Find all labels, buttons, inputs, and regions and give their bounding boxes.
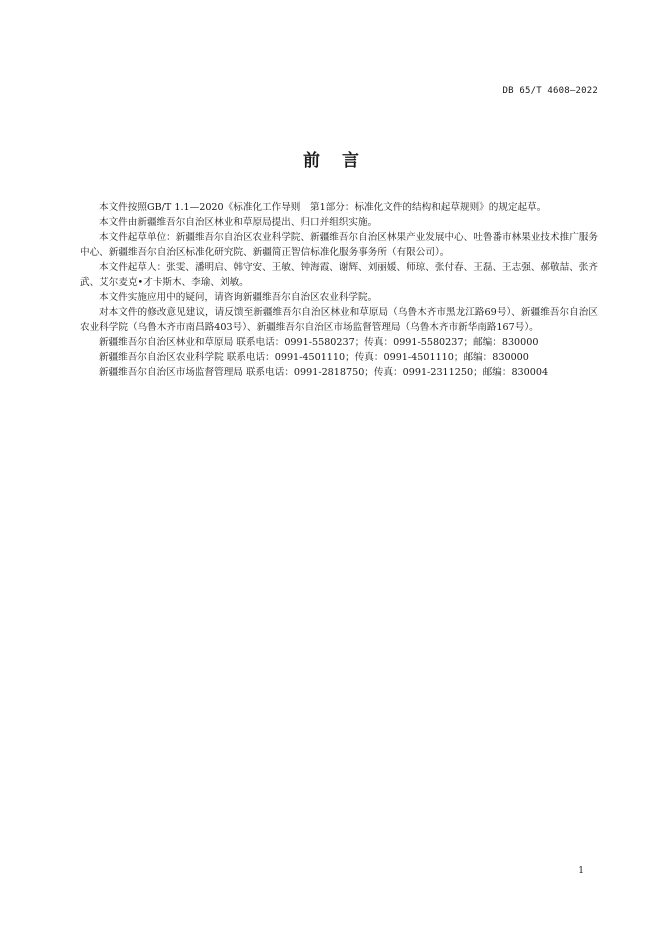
contact-line: 新疆维吾尔自治区市场监督管理局 联系电话：0991-2818750；传真：0991-2311250；邮编：830004 xyxy=(99,367,549,378)
paragraph-drafters: 本文件起草人：张雯、潘明启、韩守安、王敏、钟海霞、谢辉、刘丽媛、师琼、张付春、王磊、王志强、郝敬喆、张齐武、艾尔麦克•才卡斯木、李瑜、刘敏。 xyxy=(80,262,598,288)
document-code: DB 65/T 4608—2022 xyxy=(502,86,598,96)
paragraph-drafting-rules: 本文件按照GB/T 1.1—2020《标准化工作导则 第1部分：标准化文件的结构和起草规则》的规定起草。 xyxy=(99,202,547,213)
foreword-body xyxy=(80,200,598,380)
contact-line: 新疆维吾尔自治区农业科学院 联系电话：0991-4501110；传真：0991-4501110；邮编：830000 xyxy=(99,352,529,363)
paragraph-proposer: 本文件由新疆维吾尔自治区林业和草原局提出、归口并组织实施。 xyxy=(99,217,378,228)
page-number: 1 xyxy=(578,866,584,876)
paragraph-feedback: 对本文件的修改意见建议，请反馈至新疆维吾尔自治区林业和草原局（乌鲁木齐市黑龙江路69号）、新疆维吾尔自治区农业科学院（乌鲁木齐市南昌路403号）、新疆维吾尔自治区市场监督管理局（乌鲁木齐市新华南路167号）。 xyxy=(80,307,598,333)
contact-line: 新疆维吾尔自治区林业和草原局 联系电话：0991-5580237；传真：0991-5580237；邮编：830000 xyxy=(99,337,539,348)
paragraph-drafting-units: 本文件起草单位：新疆维吾尔自治区农业科学院、新疆维吾尔自治区林果产业发展中心、吐鲁番市林果业技术推广服务中心、新疆维吾尔自治区标准化研究院、新疆简正智信标准化服务事务所（有限公司）。 xyxy=(80,232,598,258)
page-title: 前言 xyxy=(303,151,381,171)
paragraph-inquiries: 本文件实施应用中的疑问，请咨询新疆维吾尔自治区农业科学院。 xyxy=(99,292,378,303)
